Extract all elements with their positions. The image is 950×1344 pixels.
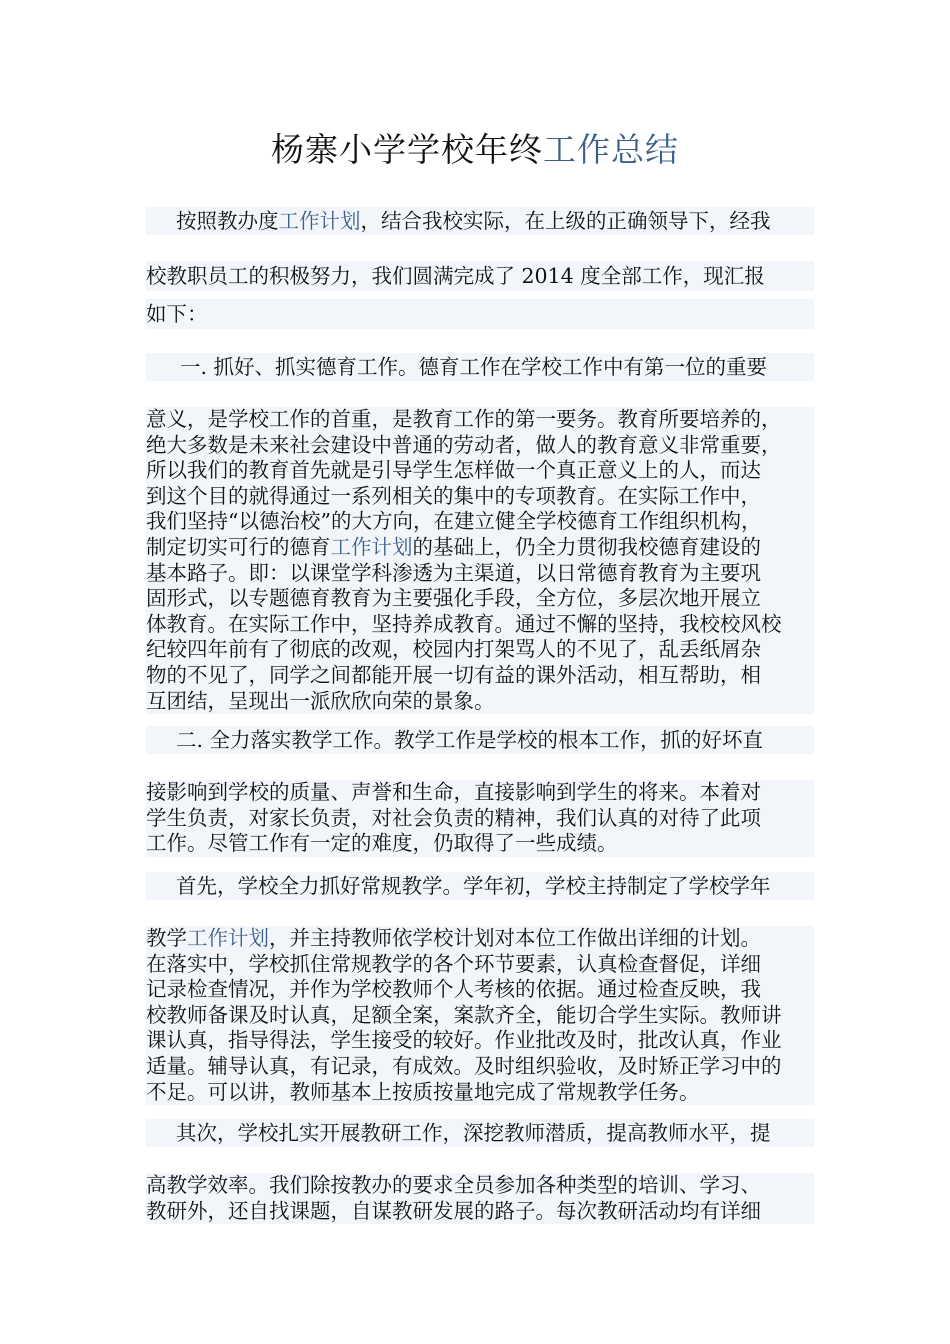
paragraph-line: 工作。尽管工作有一定的难度，仍取得了一些成绩。 xyxy=(146,831,814,857)
paragraph-line: 不足。可以讲，教师基本上按质按量地完成了常规教学任务。 xyxy=(146,1080,814,1106)
document-title xyxy=(0,124,950,176)
paragraph-line: 校教师备课及时认真，足额全案，案款齐全，能切合学生实际。教师讲 xyxy=(146,1003,814,1029)
paragraph-line: 制定切实可行的德育工作计划的基础上，仍全力贯彻我校德育建设的 xyxy=(146,535,814,561)
paragraph-intro xyxy=(146,207,814,329)
paragraph-line: 首先，学校全力抓好常规教学。学年初，学校主持制定了学校学年 xyxy=(146,872,814,900)
paragraph-teaching-work xyxy=(146,726,814,857)
paragraph-line: 如下： xyxy=(146,299,814,329)
paragraph-line: 校教职员工的积极努力，我们圆满完成了 2014 度全部工作，现汇报 xyxy=(146,261,814,291)
paragraph-line: 按照教办度工作计划，结合我校实际，在上级的正确领导下，经我 xyxy=(146,207,814,235)
paragraph-line: 教学工作计划，并主持教师依学校计划对本位工作做出详细的计划。 xyxy=(146,926,814,952)
paragraph-line: 基本路子。即：以课堂学科渗透为主渠道，以日常德育教育为主要巩 xyxy=(146,561,814,587)
paragraph-line: 记录检查情况，并作为学校教师个人考核的依据。通过检查反映，我 xyxy=(146,977,814,1003)
paragraph-line: 意义，是学校工作的首重，是教育工作的第一要务。教育所要培养的， xyxy=(146,407,814,433)
paragraph-line: 适量。辅导认真，有记录，有成效。及时组织验收，及时矫正学习中的 xyxy=(146,1054,814,1080)
paragraph-line: 到这个目的就得通过一系列相关的集中的专项教育。在实际工作中， xyxy=(146,484,814,510)
paragraph-line: 绝大多数是未来社会建设中普通的劳动者，做人的教育意义非常重要， xyxy=(146,433,814,459)
paragraph-line: 高教学效率。我们除按教办的要求全员参加各种类型的培训、学习、 xyxy=(146,1173,814,1199)
paragraph-line: 课认真，指导得法，学生接受的较好。作业批改及时，批改认真，作业 xyxy=(146,1028,814,1054)
work-plan-link[interactable]: 工作计划 xyxy=(187,926,269,950)
paragraph-line: 体教育。在实际工作中，坚持养成教育。通过不懈的坚持，我校校风校 xyxy=(146,612,814,638)
paragraph-line: 其次，学校扎实开展教研工作，深挖教师潜质，提高教师水平，提 xyxy=(146,1119,814,1147)
work-plan-link[interactable]: 工作计划 xyxy=(278,209,361,233)
paragraph-line: 二. 全力落实教学工作。教学工作是学校的根本工作，抓的好坏直 xyxy=(146,726,814,754)
work-plan-link[interactable]: 工作计划 xyxy=(330,534,413,559)
title-link-text[interactable]: 工作总结 xyxy=(543,130,679,169)
paragraph-line: 教研外，还自找课题，自谋教研发展的路子。每次教研活动均有详细 xyxy=(146,1199,814,1225)
paragraph-line: 在落实中，学校抓住常规教学的各个环节要素，认真检查督促，详细 xyxy=(146,952,814,978)
paragraph-line: 互团结，呈现出一派欣欣向荣的景象。 xyxy=(146,689,814,715)
paragraph-line: 固形式，以专题德育教育为主要强化手段，全方位，多层次地开展立 xyxy=(146,586,814,612)
paragraph-line: 所以我们的教育首先就是引导学生怎样做一个真正意义上的人，而达 xyxy=(146,458,814,484)
paragraph-teaching-research xyxy=(146,1119,814,1224)
paragraph-line: 一. 抓好、抓实德育工作。德育工作在学校工作中有第一位的重要 xyxy=(146,353,814,381)
paragraph-line: 物的不见了，同学之间都能开展一切有益的课外活动，相互帮助，相 xyxy=(146,663,814,689)
title-text: 杨寨小学学校年终 xyxy=(271,130,543,169)
paragraph-line: 接影响到学校的质量、声誉和生命，直接影响到学生的将来。本着对 xyxy=(146,780,814,806)
paragraph-routine-teaching xyxy=(146,872,814,1105)
paragraph-line: 学生负责，对家长负责，对社会负责的精神，我们认真的对待了此项 xyxy=(146,806,814,832)
paragraph-line: 我们坚持“以德治校”的大方向，在建立健全学校德育工作组织机构， xyxy=(146,509,814,535)
paragraph-line: 纪较四年前有了彻底的改观，校园内打架骂人的不见了，乱丢纸屑杂 xyxy=(146,637,814,663)
paragraph-moral-education xyxy=(146,353,814,714)
